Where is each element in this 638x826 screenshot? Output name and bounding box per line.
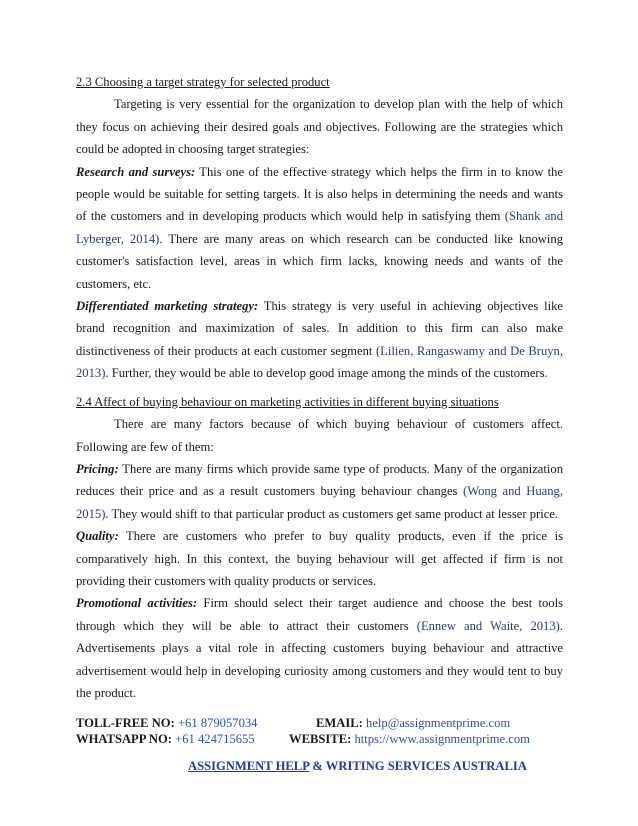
promotional-text-2: . Advertisements plays a vital role in affecting customers buying behaviour and attractive advertisement would help in developing curiosity among customers and they would tent to buy the product. bbox=[76, 618, 563, 700]
email-label: EMAIL: bbox=[316, 716, 363, 730]
footer-row-1 bbox=[76, 715, 563, 731]
differentiated-text-1: This strategy is very useful in achieving objectives like brand recognition and maximization of sales. In addition to this firm can also make distinctiveness of their products at each customer segment bbox=[76, 299, 563, 358]
differentiated-text-2: . Further, they would be able to develop good image among the minds of the customers. bbox=[105, 366, 548, 381]
section-2-3-intro: Targeting is very essential for the organization to develop plan with the help of which they focus on achieving their desired goals and objectives. Following are the strategies which could be adopted in choosing target strategies: bbox=[76, 97, 563, 157]
footer-row-2 bbox=[76, 731, 563, 747]
tollfree-label: TOLL-FREE NO: bbox=[76, 716, 175, 730]
whatsapp-contact bbox=[76, 731, 255, 747]
brand-banner bbox=[188, 759, 527, 774]
email-contact bbox=[316, 715, 510, 731]
citation-shank-lyberger: (Shank and Lyberger, 2014) bbox=[76, 209, 563, 246]
website-label: WEBSITE: bbox=[289, 732, 352, 746]
pricing-text-1: There are many firms which provide same type of products. Many of the organization reduces their price and as a result customers buying behaviour changes bbox=[76, 461, 563, 499]
pricing-text-2: . They would shift to that particular product as customers get same product at lesser price. bbox=[105, 506, 559, 521]
tollfree-contact bbox=[76, 715, 257, 731]
quality-text-1: There are customers who prefer to buy quality products, even if the price is comparatively high. In this context, the buying behaviour will get affected if firm is not providing their customers with quality products or services. bbox=[76, 529, 563, 588]
brand-text: & WRITING SERVICES AUSTRALIA bbox=[309, 759, 527, 773]
citation-ennew-waite: (Ennew and Waite, 2013) bbox=[416, 618, 560, 633]
paragraph-pricing bbox=[76, 458, 563, 525]
website-contact bbox=[289, 731, 530, 747]
paragraph-differentiated-marketing bbox=[76, 295, 563, 385]
term-research-surveys: Research and surveys: bbox=[76, 164, 196, 179]
promotional-text-1: Firm should select their target audience and choose the best tools through which they will be able to attract their customers bbox=[76, 596, 563, 633]
email-link[interactable]: help@assignmentprime.com bbox=[362, 716, 511, 730]
term-promotional-activities: Promotional activities: bbox=[76, 596, 198, 611]
research-text-1: This one of the effective strategy which helps the firm in to know the people would be suitable for setting targets. It is also helps in determining the needs and wants of the customers and in developing products which would help in satisfying them bbox=[76, 164, 563, 224]
paragraph-promotional-activities bbox=[76, 592, 563, 704]
paragraph-quality bbox=[76, 525, 563, 592]
website-link[interactable]: https://www.assignmentprime.com bbox=[351, 732, 530, 746]
paragraph-research-surveys bbox=[76, 161, 563, 295]
term-pricing: Pricing: bbox=[76, 461, 119, 476]
brand-link[interactable]: ASSIGNMENT HELP bbox=[188, 759, 310, 773]
section-heading-2-3: 2.3 Choosing a target strategy for selected product bbox=[76, 75, 330, 89]
section-heading-2-4: 2.4 Affect of buying behaviour on marketing activities in different buying situations bbox=[76, 394, 499, 409]
whatsapp-label: WHATSAPP NO: bbox=[76, 732, 172, 746]
tollfree-number[interactable]: +61 879057034 bbox=[174, 716, 258, 730]
section-2-4-intro: There are many factors because of which buying behaviour of customers affect. Following are few of them: bbox=[76, 417, 563, 454]
citation-wong-huang: (Wong and Huang, 2015) bbox=[76, 484, 563, 521]
whatsapp-number[interactable]: +61 424715655 bbox=[171, 732, 255, 746]
contact-footer bbox=[76, 715, 563, 747]
document-body bbox=[76, 71, 563, 704]
citation-lilien: (Lilien, Rangaswamy and De Bruyn, 2013) bbox=[76, 343, 563, 381]
term-quality: Quality: bbox=[76, 529, 119, 544]
term-differentiated-marketing: Differentiated marketing strategy: bbox=[76, 299, 259, 314]
research-text-2: . There are many areas on which research can be conducted like knowing customer's satisfaction level, areas in which firm lacks, knowing needs and wants of the customers, etc. bbox=[76, 231, 563, 291]
